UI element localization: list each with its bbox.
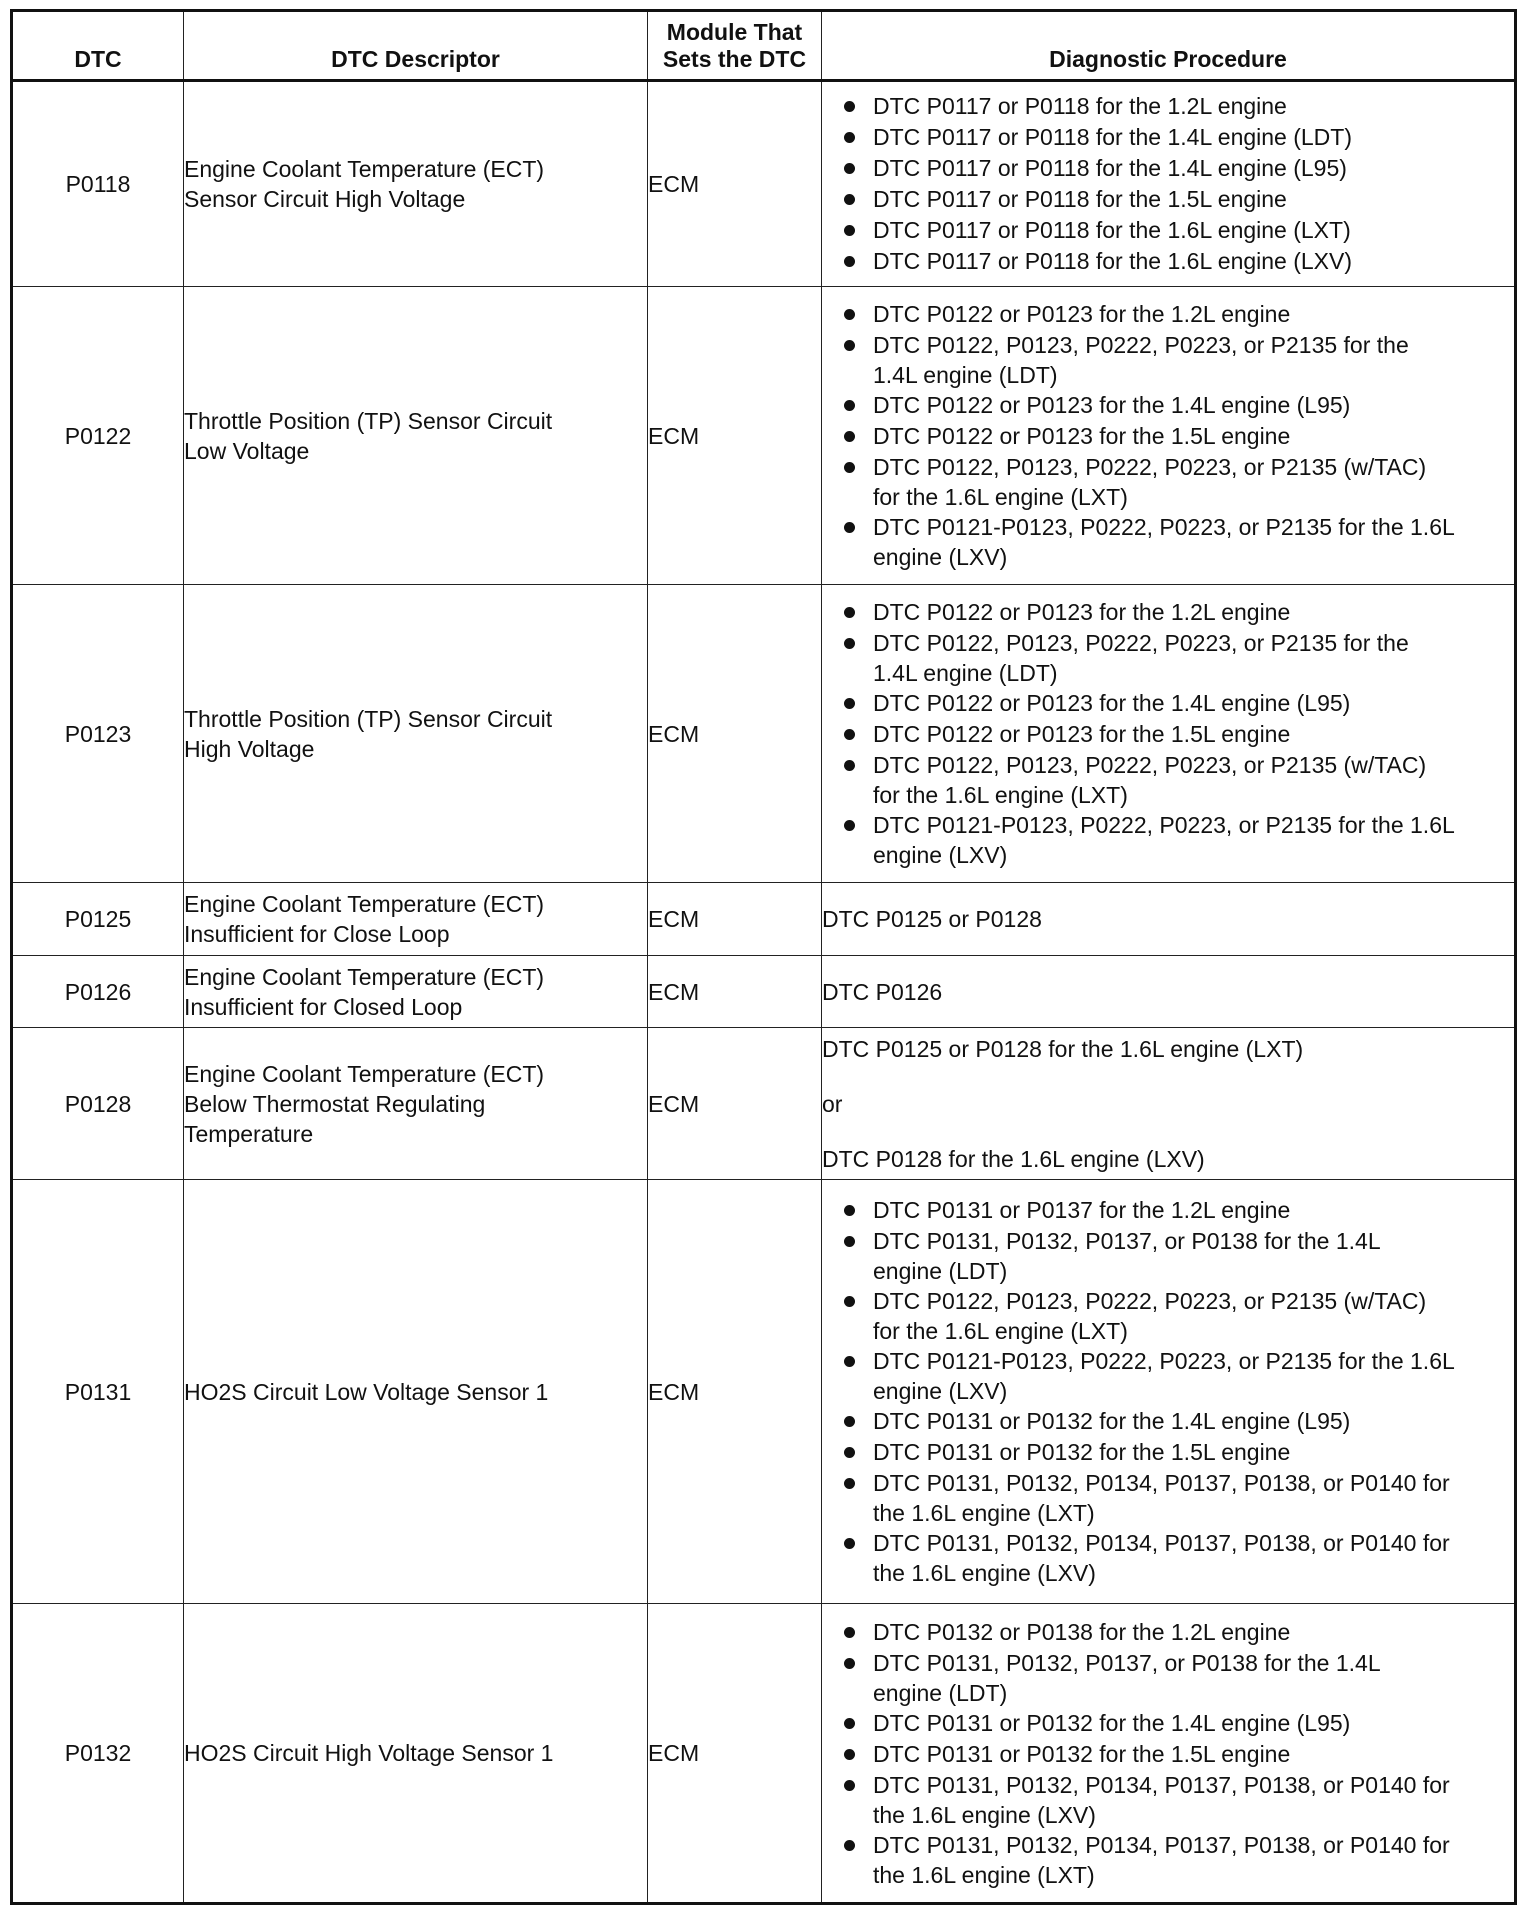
descriptor-line: Engine Coolant Temperature (ECT) bbox=[184, 963, 545, 990]
bullet-icon bbox=[844, 760, 855, 771]
procedure-text: DTC P0125 or P0128 bbox=[822, 906, 1042, 932]
diagnostic-procedure bbox=[822, 1028, 1516, 1180]
descriptor-line: Sensor Circuit High Voltage bbox=[184, 186, 466, 212]
procedure-item[interactable]: DTC P0122 or P0123 for the 1.5L engine bbox=[822, 421, 1514, 452]
table-row bbox=[12, 1604, 1516, 1904]
procedure-text: DTC P0126 bbox=[822, 978, 943, 1005]
procedure-item[interactable]: DTC P0117 or P0118 for the 1.2L engine bbox=[822, 91, 1514, 122]
procedure-item[interactable]: DTC P0131 or P0137 for the 1.2L engine bbox=[822, 1195, 1514, 1226]
dtc-table bbox=[10, 9, 1517, 1905]
procedure-item[interactable]: DTC P0117 or P0118 for the 1.4L engine (LDT) bbox=[822, 122, 1514, 153]
bullet-icon bbox=[844, 225, 855, 236]
procedure-item[interactable]: DTC P0131, P0132, P0137, or P0138 for the 1.4L engine (LDT) bbox=[822, 1648, 1514, 1708]
header-module bbox=[648, 11, 822, 81]
diagnostic-procedure bbox=[822, 287, 1516, 585]
descriptor-line: Engine Coolant Temperature (ECT) bbox=[184, 1060, 545, 1087]
bullet-icon bbox=[844, 101, 855, 112]
procedure-list bbox=[822, 1195, 1514, 1588]
procedure-item[interactable]: DTC P0122, P0123, P0222, P0223, or P2135 (w/TAC) for the 1.6L engine (LXT) bbox=[822, 750, 1514, 810]
bullet-icon bbox=[844, 163, 855, 174]
bullet-icon bbox=[844, 1538, 855, 1549]
bullet-icon bbox=[844, 698, 855, 709]
diagnostic-procedure[interactable] bbox=[822, 883, 1516, 956]
descriptor-line: Low Voltage bbox=[184, 437, 310, 464]
procedure-item[interactable]: DTC P0131 or P0132 for the 1.5L engine bbox=[822, 1437, 1514, 1468]
procedure-item[interactable]: DTC P0121-P0123, P0222, P0223, or P2135 for the 1.6L engine (LXV) bbox=[822, 512, 1514, 572]
procedure-list bbox=[822, 597, 1514, 870]
module-name: ECM bbox=[648, 585, 822, 883]
bullet-icon bbox=[844, 431, 855, 442]
dtc-descriptor bbox=[184, 585, 648, 883]
table-row bbox=[12, 585, 1516, 883]
bullet-icon bbox=[844, 729, 855, 740]
procedure-list bbox=[822, 91, 1514, 277]
procedure-item[interactable]: DTC P0122, P0123, P0222, P0223, or P2135 (w/TAC) for the 1.6L engine (LXT) bbox=[822, 1286, 1514, 1346]
bullet-icon bbox=[844, 607, 855, 618]
bullet-icon bbox=[844, 340, 855, 351]
bullet-icon bbox=[844, 1658, 855, 1669]
procedure-item[interactable]: DTC P0122 or P0123 for the 1.2L engine bbox=[822, 299, 1514, 330]
module-name: ECM bbox=[648, 883, 822, 956]
procedure-item[interactable]: DTC P0131, P0132, P0134, P0137, P0138, or P0140 for the 1.6L engine (LXV) bbox=[822, 1528, 1514, 1588]
dtc-descriptor bbox=[184, 1028, 648, 1180]
bullet-icon bbox=[844, 1780, 855, 1791]
procedure-item[interactable]: DTC P0117 or P0118 for the 1.5L engine bbox=[822, 184, 1514, 215]
dtc-code: P0118 bbox=[12, 81, 184, 287]
procedure-item[interactable]: DTC P0131, P0132, P0134, P0137, P0138, or P0140 for the 1.6L engine (LXT) bbox=[822, 1830, 1514, 1890]
procedure-item[interactable]: DTC P0122 or P0123 for the 1.4L engine (L95) bbox=[822, 390, 1514, 421]
procedure-item[interactable]: DTC P0131 or P0132 for the 1.4L engine (L95) bbox=[822, 1406, 1514, 1437]
dtc-descriptor bbox=[184, 883, 648, 956]
dtc-descriptor bbox=[184, 1604, 648, 1904]
diagnostic-procedure bbox=[822, 1180, 1516, 1604]
descriptor-line: High Voltage bbox=[184, 735, 315, 762]
table-row bbox=[12, 883, 1516, 956]
bullet-icon bbox=[844, 1749, 855, 1760]
dtc-code: P0126 bbox=[12, 956, 184, 1028]
bullet-icon bbox=[844, 638, 855, 649]
module-name: ECM bbox=[648, 81, 822, 287]
bullet-icon bbox=[844, 194, 855, 205]
bullet-icon bbox=[844, 462, 855, 473]
bullet-icon bbox=[844, 1718, 855, 1729]
procedure-option[interactable]: DTC P0125 or P0128 for the 1.6L engine (LXT) bbox=[822, 1035, 1304, 1062]
header-procedure: Diagnostic Procedure bbox=[822, 11, 1516, 81]
module-name: ECM bbox=[648, 287, 822, 585]
bullet-icon bbox=[844, 132, 855, 143]
bullet-icon bbox=[844, 1416, 855, 1427]
procedure-item[interactable]: DTC P0117 or P0118 for the 1.6L engine (LXT) bbox=[822, 215, 1514, 246]
table-row bbox=[12, 956, 1516, 1028]
header-row bbox=[12, 11, 1516, 81]
diagnostic-procedure bbox=[822, 1604, 1516, 1904]
procedure-option[interactable]: DTC P0128 for the 1.6L engine (LXV) bbox=[822, 1145, 1205, 1172]
descriptor-line: HO2S Circuit High Voltage Sensor 1 bbox=[184, 1740, 554, 1766]
dtc-descriptor bbox=[184, 956, 648, 1028]
dtc-descriptor bbox=[184, 81, 648, 287]
bullet-icon bbox=[844, 256, 855, 267]
module-name: ECM bbox=[648, 956, 822, 1028]
procedure-item[interactable]: DTC P0122, P0123, P0222, P0223, or P2135 for the 1.4L engine (LDT) bbox=[822, 330, 1514, 390]
procedure-item[interactable]: DTC P0132 or P0138 for the 1.2L engine bbox=[822, 1617, 1514, 1648]
descriptor-line: Insufficient for Closed Loop bbox=[184, 993, 463, 1020]
procedure-item[interactable]: DTC P0131, P0132, P0134, P0137, P0138, or P0140 for the 1.6L engine (LXV) bbox=[822, 1770, 1514, 1830]
module-name: ECM bbox=[648, 1180, 822, 1604]
descriptor-line: Temperature bbox=[184, 1120, 314, 1147]
diagnostic-procedure bbox=[822, 81, 1516, 287]
descriptor-line: Throttle Position (TP) Sensor Circuit bbox=[184, 705, 553, 732]
dtc-code: P0132 bbox=[12, 1604, 184, 1904]
module-name: ECM bbox=[648, 1028, 822, 1180]
dtc-code: P0131 bbox=[12, 1180, 184, 1604]
descriptor-line: Throttle Position (TP) Sensor Circuit bbox=[184, 407, 553, 434]
procedure-list bbox=[822, 1617, 1514, 1890]
dtc-code: P0123 bbox=[12, 585, 184, 883]
bullet-icon bbox=[844, 820, 855, 831]
table-row bbox=[12, 1028, 1516, 1180]
dtc-code: P0125 bbox=[12, 883, 184, 956]
procedure-item[interactable]: DTC P0122 or P0123 for the 1.2L engine bbox=[822, 597, 1514, 628]
procedure-item[interactable]: DTC P0131 or P0132 for the 1.5L engine bbox=[822, 1739, 1514, 1770]
diagnostic-procedure[interactable] bbox=[822, 956, 1516, 1028]
bullet-icon bbox=[844, 309, 855, 320]
procedure-alternatives bbox=[822, 1034, 1514, 1174]
bullet-icon bbox=[844, 1447, 855, 1458]
procedure-item[interactable]: DTC P0117 or P0118 for the 1.4L engine (L95) bbox=[822, 153, 1514, 184]
procedure-or: or bbox=[822, 1090, 843, 1117]
header-descriptor: DTC Descriptor bbox=[184, 11, 648, 81]
procedure-item[interactable]: DTC P0131, P0132, P0137, or P0138 for the 1.4L engine (LDT) bbox=[822, 1226, 1514, 1286]
header-dtc: DTC bbox=[12, 11, 184, 81]
procedure-item[interactable]: DTC P0122, P0123, P0222, P0223, or P2135 for the 1.4L engine (LDT) bbox=[822, 628, 1514, 688]
descriptor-line: Insufficient for Close Loop bbox=[184, 921, 450, 947]
descriptor-line: Below Thermostat Regulating bbox=[184, 1090, 486, 1117]
procedure-item[interactable]: DTC P0131 or P0132 for the 1.4L engine (L95) bbox=[822, 1708, 1514, 1739]
bullet-icon bbox=[844, 522, 855, 533]
procedure-item[interactable]: DTC P0121-P0123, P0222, P0223, or P2135 for the 1.6L engine (LXV) bbox=[822, 1346, 1514, 1406]
diagnostic-procedure bbox=[822, 585, 1516, 883]
bullet-icon bbox=[844, 400, 855, 411]
procedure-item[interactable]: DTC P0131, P0132, P0134, P0137, P0138, or P0140 for the 1.6L engine (LXT) bbox=[822, 1468, 1514, 1528]
procedure-item[interactable]: DTC P0117 or P0118 for the 1.6L engine (LXV) bbox=[822, 246, 1514, 277]
table-row bbox=[12, 1180, 1516, 1604]
table-row bbox=[12, 287, 1516, 585]
procedure-list bbox=[822, 299, 1514, 572]
bullet-icon bbox=[844, 1627, 855, 1638]
bullet-icon bbox=[844, 1840, 855, 1851]
dtc-descriptor bbox=[184, 287, 648, 585]
bullet-icon bbox=[844, 1356, 855, 1367]
procedure-item[interactable]: DTC P0122 or P0123 for the 1.5L engine bbox=[822, 719, 1514, 750]
dtc-code: P0122 bbox=[12, 287, 184, 585]
bullet-icon bbox=[844, 1236, 855, 1247]
table-row bbox=[12, 81, 1516, 287]
procedure-item[interactable]: DTC P0122, P0123, P0222, P0223, or P2135 (w/TAC) for the 1.6L engine (LXT) bbox=[822, 452, 1514, 512]
descriptor-line: HO2S Circuit Low Voltage Sensor 1 bbox=[184, 1378, 549, 1405]
bullet-icon bbox=[844, 1478, 855, 1489]
bullet-icon bbox=[844, 1296, 855, 1307]
dtc-code: P0128 bbox=[12, 1028, 184, 1180]
descriptor-line: Engine Coolant Temperature (ECT) bbox=[184, 891, 545, 917]
bullet-icon bbox=[844, 1205, 855, 1216]
procedure-item[interactable]: DTC P0121-P0123, P0222, P0223, or P2135 for the 1.6L engine (LXV) bbox=[822, 810, 1514, 870]
procedure-item[interactable]: DTC P0122 or P0123 for the 1.4L engine (L95) bbox=[822, 688, 1514, 719]
header-module-line2: Sets the DTC bbox=[662, 46, 807, 72]
header-module-line1: Module That bbox=[666, 19, 803, 45]
descriptor-line: Engine Coolant Temperature (ECT) bbox=[184, 156, 545, 182]
dtc-descriptor bbox=[184, 1180, 648, 1604]
module-name: ECM bbox=[648, 1604, 822, 1904]
